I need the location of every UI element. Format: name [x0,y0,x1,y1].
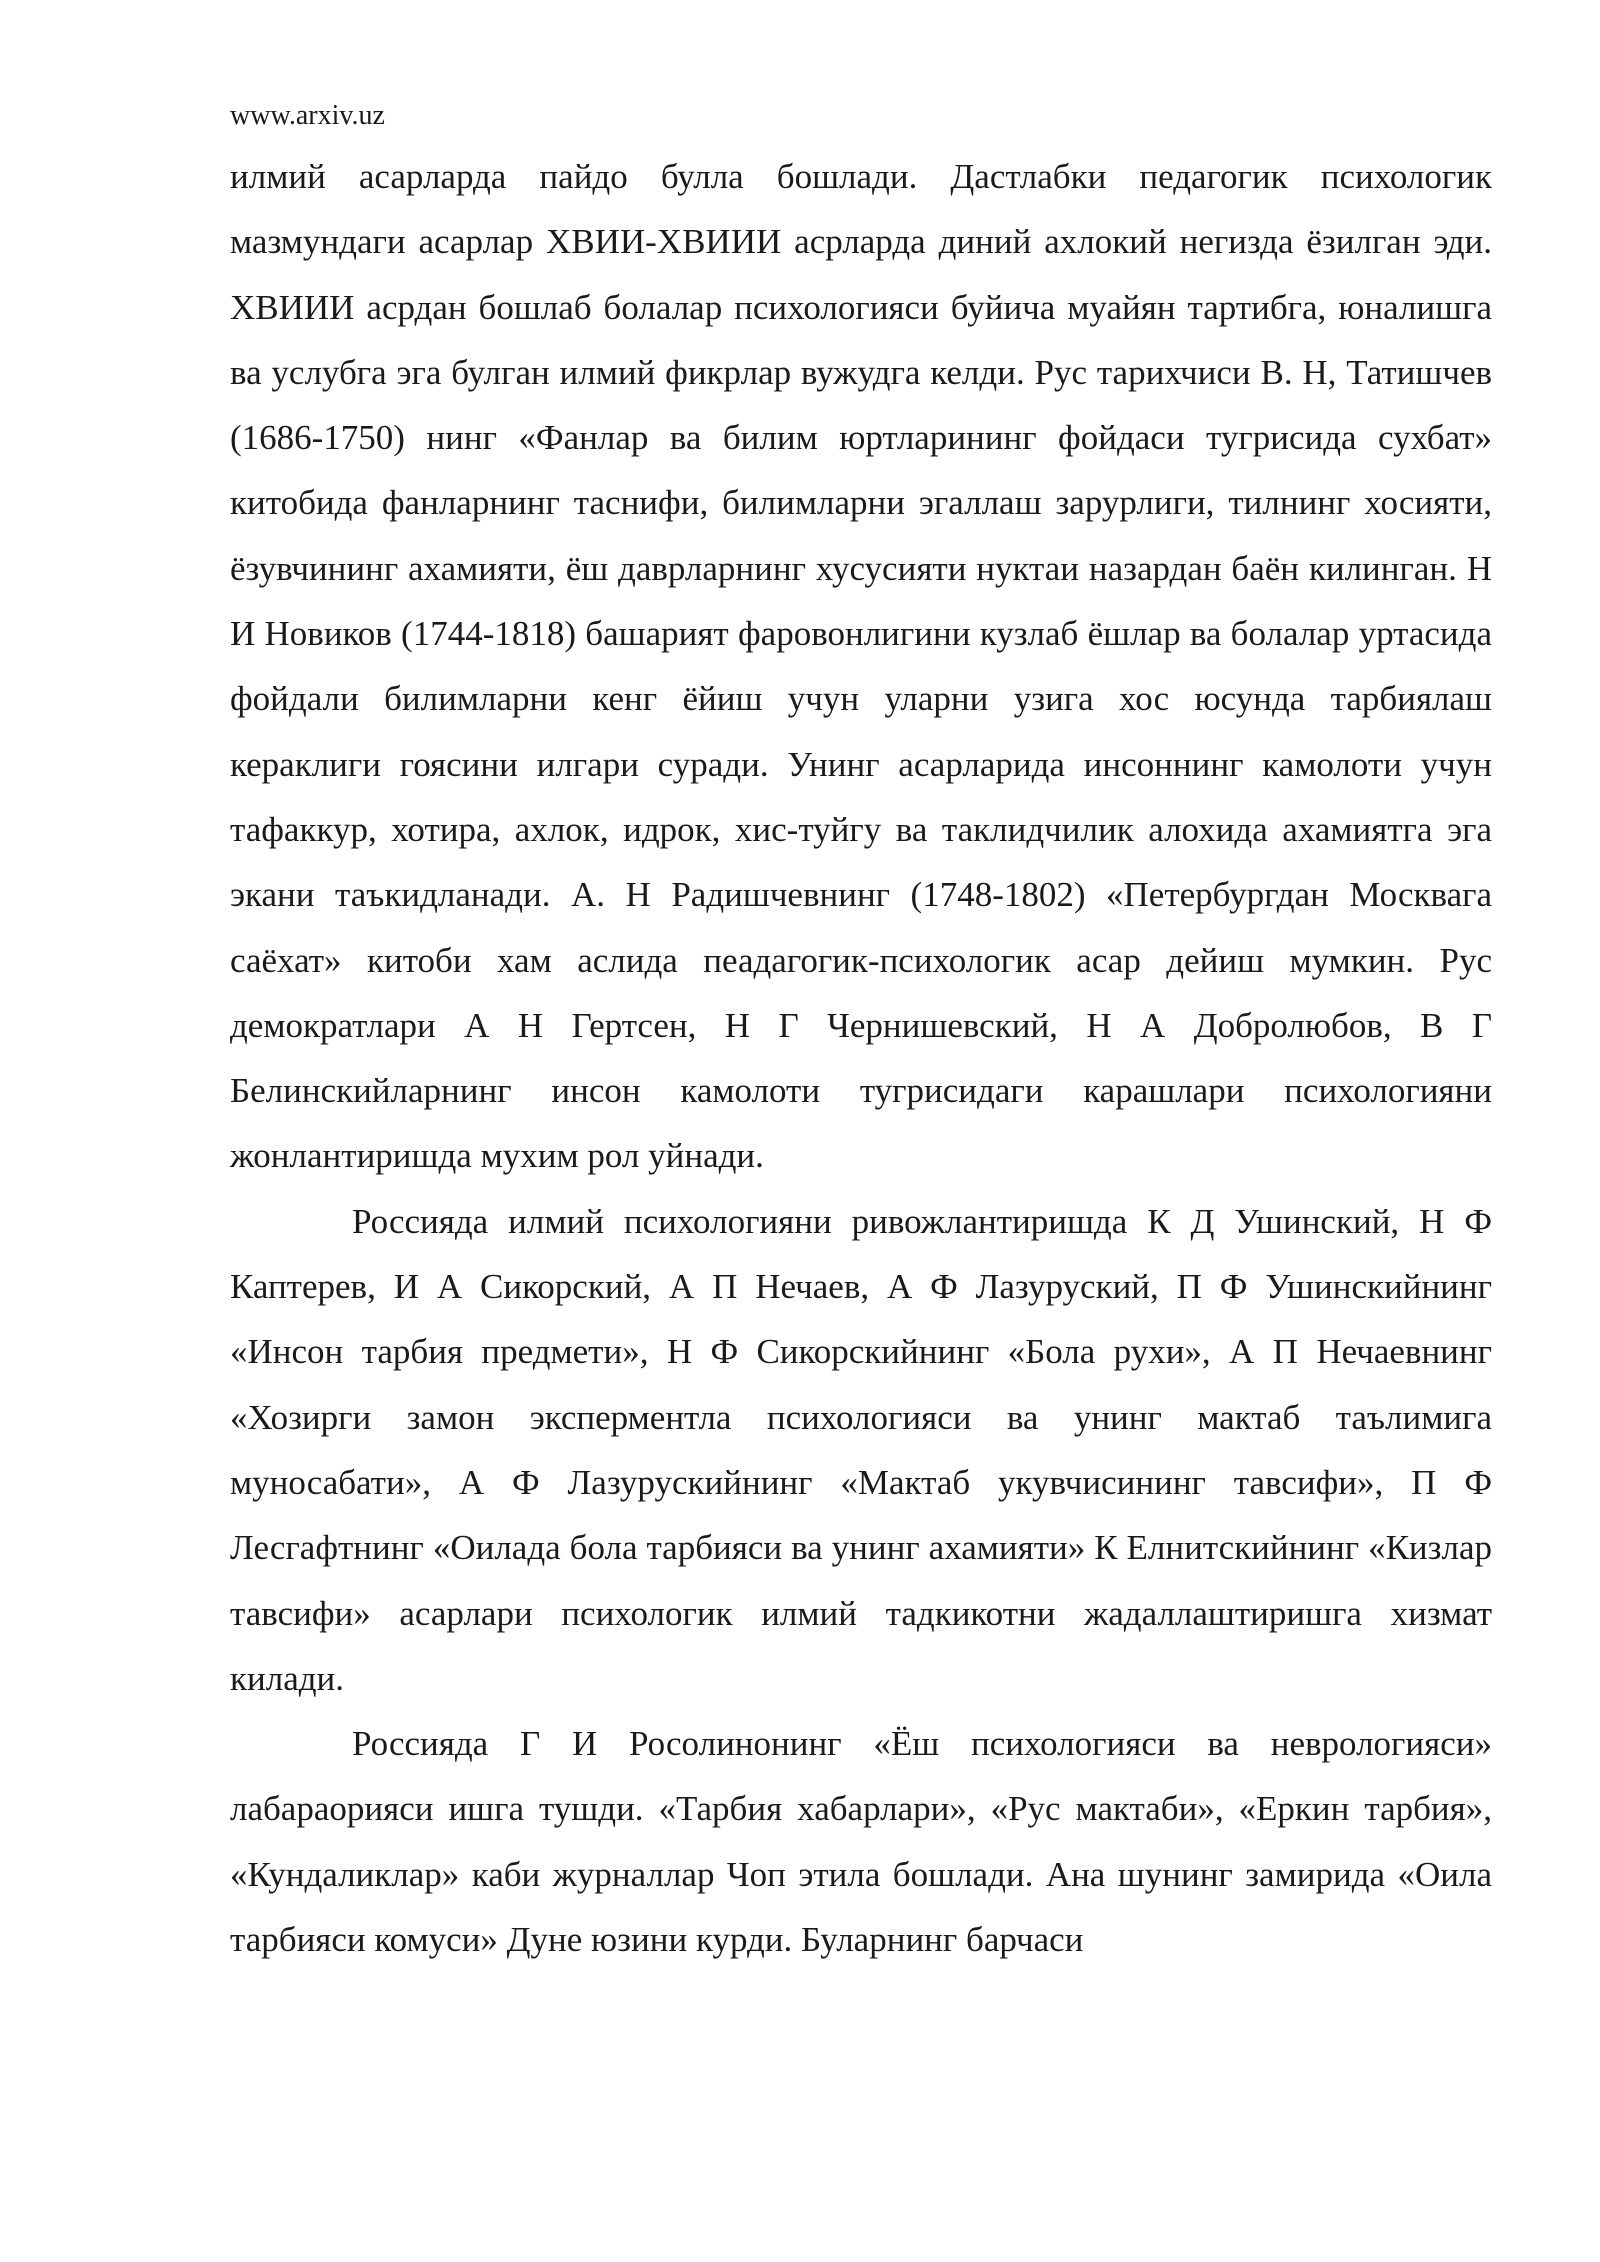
paragraph-3: Россияда Г И Росолинонинг «Ёш психологияси ва неврологияси» лабараорияси ишга тушди. «Тарбия хабарлари», «Рус мактаби», «Еркин тарбия», «Кундаликлар» каби журналлар Чоп этила бошлади. Ана шунинг замирида «Оила тарбияси комуси» Дуне юзини курди. Буларнинг барчаси [230,1724,1492,1960]
page-header-site: www.arxiv.uz [230,100,385,131]
paragraph-1: илмий асарларда пайдо булла бошлади. Дастлабки педагогик психологик мазмундаги асарлар ХВИИ-ХВИИИ асрларда диний ахлокий негизда ёзилган эди. ХВИИИ асрдан бошлаб болалар психологияси буйича муайян тартибга, юналишга ва услубга эга булган илмий фикрлар вужудга келди. Рус тарихчиси В. Н, Татишчев (1686-1750) нинг «Фанлар ва билим юртларининг фойдаси тугрисида сухбат» китобида фанларнинг таснифи, билимларни эгаллаш зарурлиги, тилнинг хосияти, ёзувчининг ахамияти, ёш даврларнинг хусусияти нуктаи назардан баён килинган. Н И Новиков (1744-1818) башарият фаровонлигини кузлаб ёшлар ва болалар уртасида фойдали билимларни кенг ёйиш учун уларни узига хос юсунда тарбиялаш кераклиги гоясини илгари суради. Унинг асарларида инсоннинг камолоти учун тафаккур, хотира, ахлок, идрок, хис-туйгу ва таклидчилик алохида ахамиятга эга экани таъкидланади. А. Н Радишчевнинг (1748-1802) «Петербургдан Москвага саёхат» китоби хам аслида пеадагогик-психологик асар дейиш мумкин. Рус демократлари А Н Гертсен, Н Г Чернишевский, Н А Добролюбов, В Г Белинскийларнинг инсон камолоти тугрисидаги карашлари психологияни жонлантиришда мухим рол уйнади. [230,157,1492,1176]
document-body [230,144,1492,1972]
paragraph-2: Россияда илмий психологияни ривожлантиришда К Д Ушинский, Н Ф Каптерев, И А Сикорский, А П Нечаев, А Ф Лазуруский, П Ф Ушинскийнинг «Инсон тарбия предмети», Н Ф Сикорскийнинг «Бола рухи», А П Нечаевнинг «Хозирги замон эксперментла психологияси ва унинг мактаб таълимига муносабати», А Ф Лазурускийнинг «Мактаб укувчисининг тавсифи», П Ф Лесгафтнинг «Оилада бола тарбияси ва унинг ахамияти» К Елнитскийнинг «Кизлар тавсифи» асарлари психологик илмий тадкикотни жадаллаштиришга хизмат килади. [230,1201,1492,1698]
